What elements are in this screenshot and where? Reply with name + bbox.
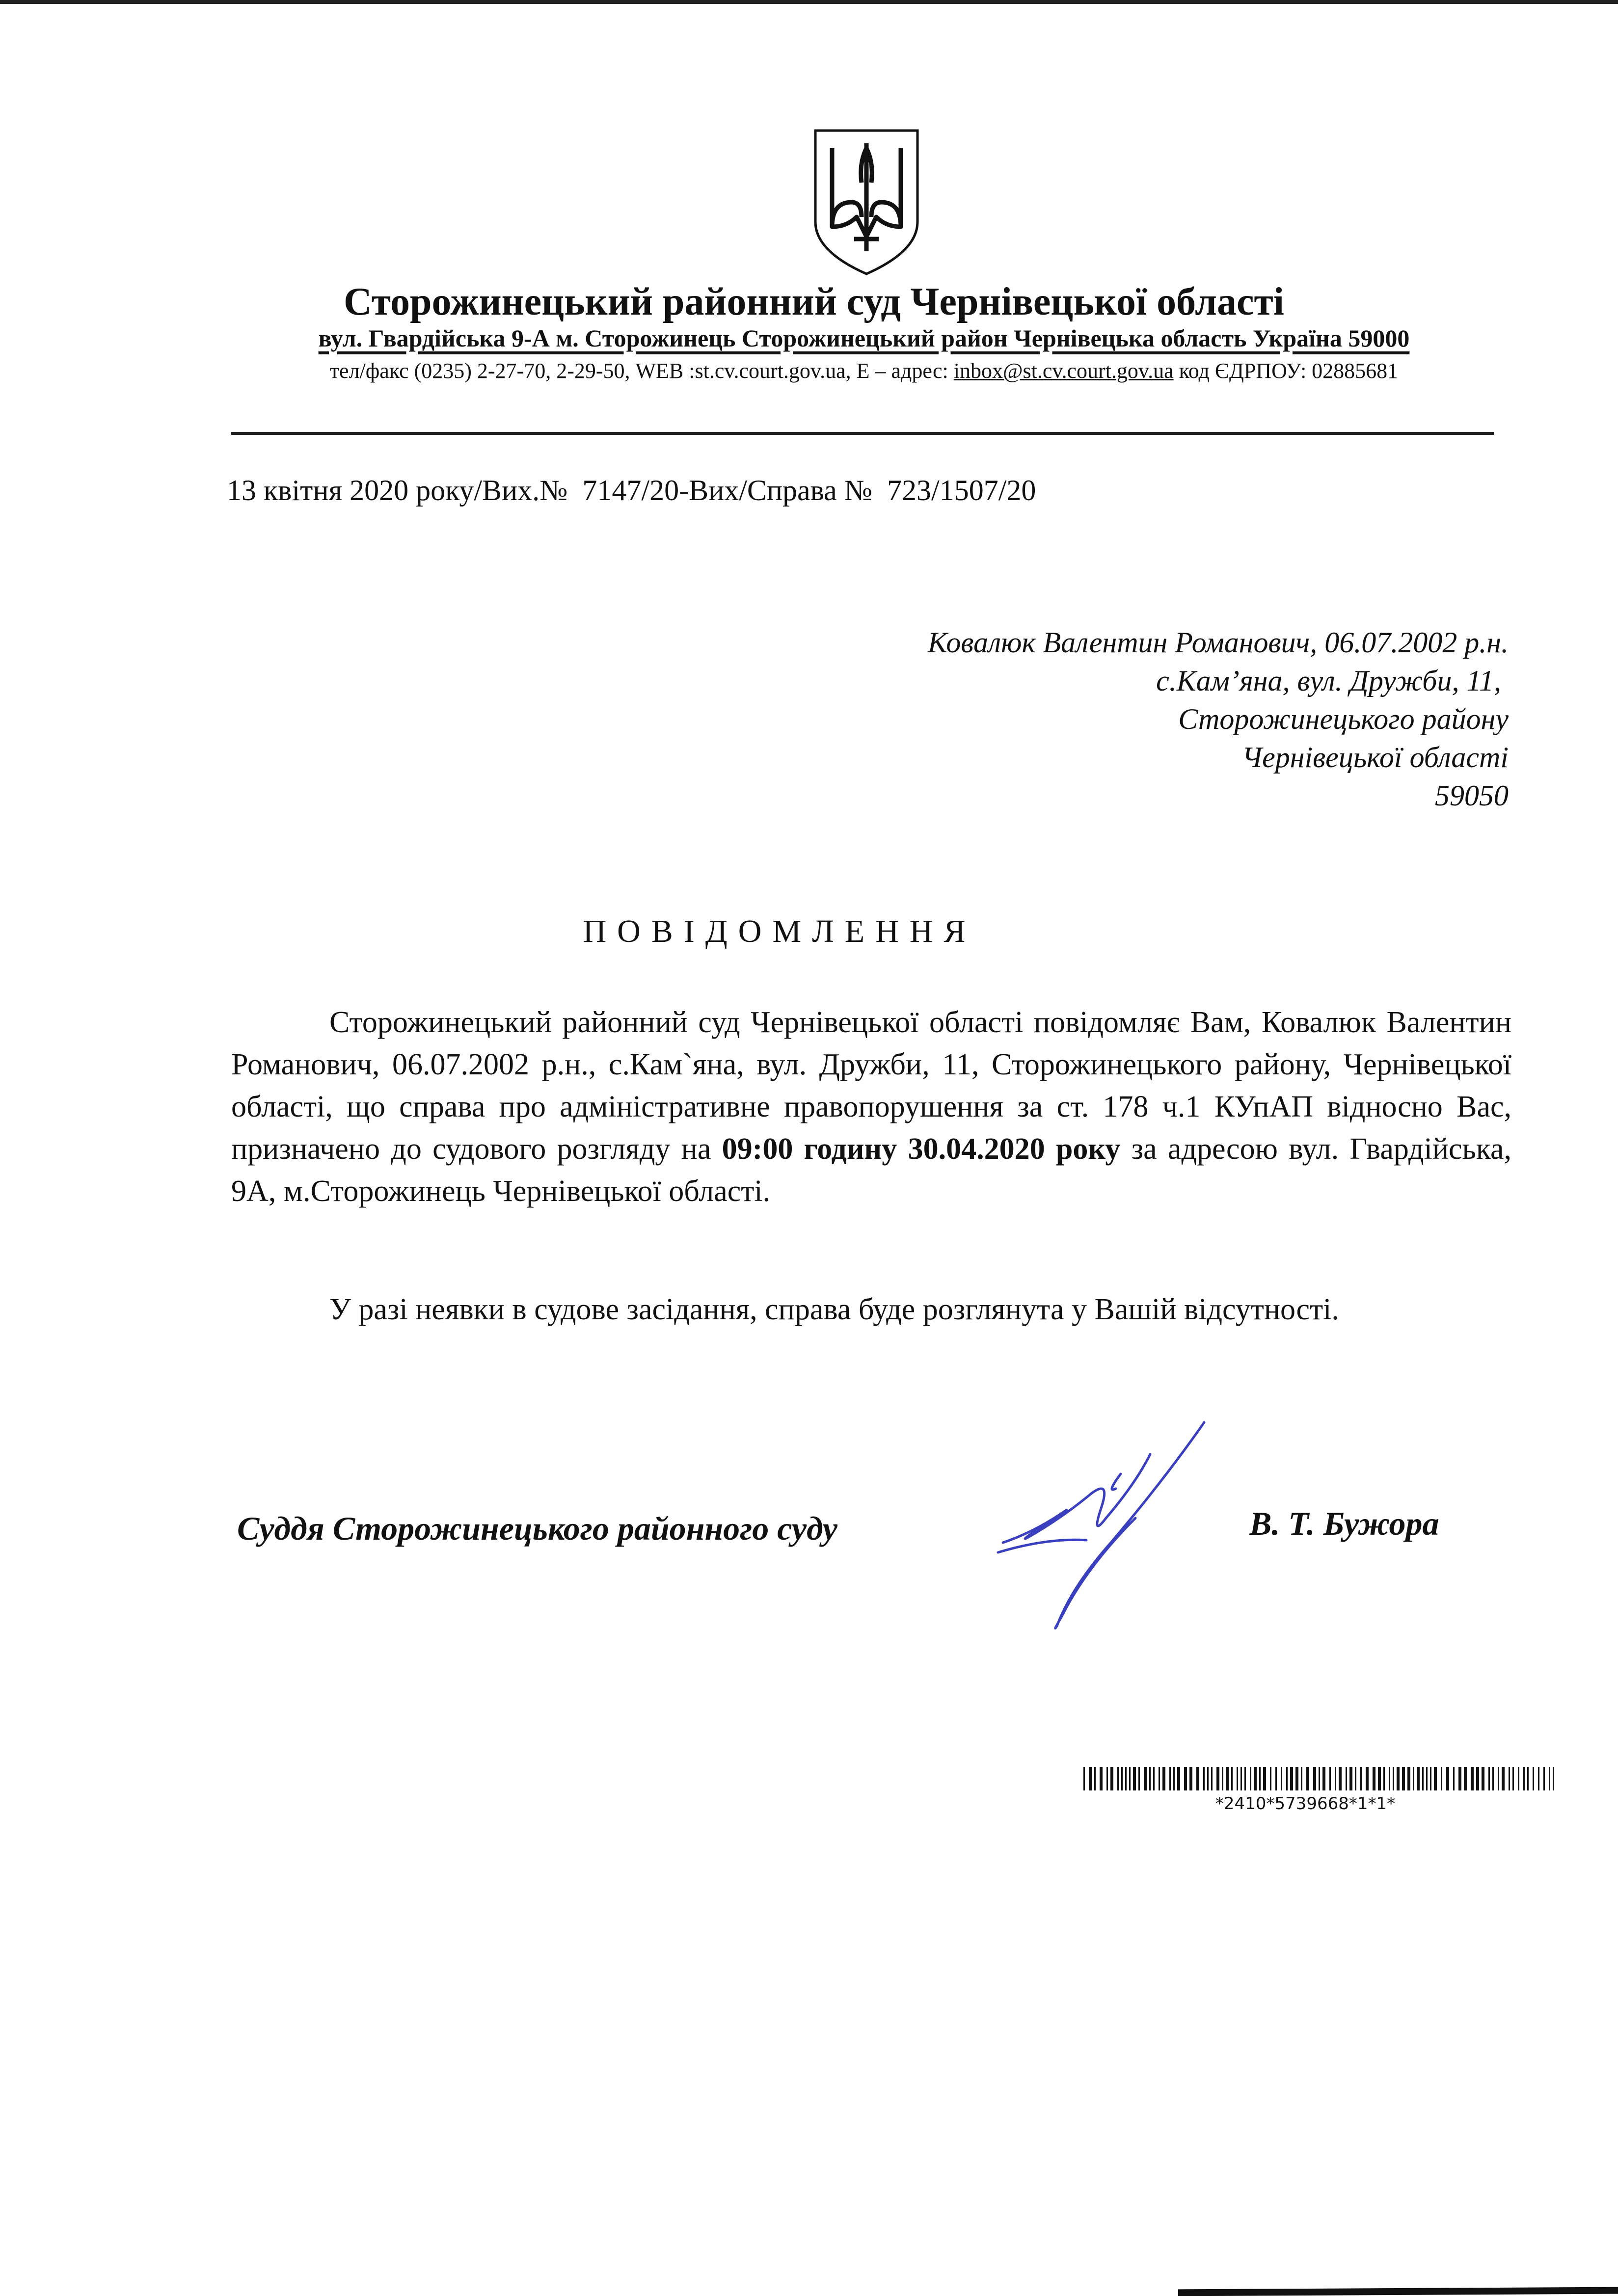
barcode-bar bbox=[1383, 1767, 1385, 1790]
barcode-bar bbox=[1162, 1767, 1165, 1790]
barcode-bar bbox=[1322, 1767, 1325, 1790]
barcode-bar bbox=[1471, 1767, 1474, 1790]
barcode-bar bbox=[1184, 1767, 1187, 1790]
barcode-bar bbox=[1106, 1767, 1108, 1790]
barcode-bar bbox=[1434, 1767, 1437, 1790]
barcode-bar bbox=[1207, 1767, 1209, 1790]
barcode-bar bbox=[1203, 1767, 1205, 1790]
addressee-line: Чернівецької області bbox=[1241, 741, 1509, 774]
barcode-bar bbox=[1100, 1767, 1103, 1790]
barcode-bar bbox=[1216, 1767, 1219, 1790]
barcode-bar bbox=[1306, 1767, 1309, 1790]
barcode-bar bbox=[1543, 1767, 1545, 1790]
barcode-bar bbox=[1549, 1767, 1550, 1790]
barcode-bar bbox=[1133, 1767, 1136, 1790]
paragraph-text: за адресою вул. Гвардійська, 9А, м.Сторожинець Чернівецької області. bbox=[231, 1132, 1511, 1208]
barcode-bar bbox=[1173, 1767, 1175, 1790]
barcode-bar bbox=[1464, 1767, 1467, 1790]
barcode-bar bbox=[1110, 1767, 1113, 1790]
barcode-bar bbox=[1263, 1767, 1266, 1790]
barcode-bar bbox=[1089, 1767, 1092, 1790]
barcode-bar bbox=[1159, 1767, 1160, 1790]
barcode-bar bbox=[1430, 1767, 1431, 1790]
edrpou-code: код ЄДРПОУ: 02885681 bbox=[1173, 359, 1399, 383]
barcode-bar bbox=[1226, 1767, 1229, 1790]
barcode-bar bbox=[1407, 1767, 1410, 1790]
court-address: вул. Гвардійська 9-А м. Сторожинець Сторожинецький район Чернівецька область Україна 59000 bbox=[318, 324, 1410, 352]
barcode-bar bbox=[1254, 1767, 1257, 1790]
barcode-bar bbox=[1237, 1767, 1238, 1790]
barcode-bar bbox=[1129, 1767, 1131, 1790]
contact-phones-web: тел/факс (0235) 2-27-70, 2-29-50, WEB :st.cv.court.gov.ua, E – адрес: bbox=[329, 359, 954, 383]
barcode-bar bbox=[1533, 1767, 1534, 1790]
barcode-bar bbox=[1518, 1767, 1519, 1790]
barcode-bar bbox=[1509, 1767, 1510, 1790]
coat-of-arms-icon bbox=[812, 129, 920, 276]
judge-name: В. Т. Бужора bbox=[1249, 1505, 1439, 1542]
barcode-bar bbox=[1144, 1767, 1147, 1790]
barcode-bar bbox=[1196, 1767, 1199, 1790]
barcode-bar bbox=[1240, 1767, 1242, 1790]
barcode-bar bbox=[1169, 1767, 1171, 1790]
barcode-bar bbox=[1413, 1767, 1414, 1790]
barcode bbox=[1083, 1767, 1557, 1790]
barcode-bar bbox=[1189, 1767, 1192, 1790]
barcode-bar bbox=[1453, 1767, 1455, 1790]
notice-heading: ПОВІДОМЛЕННЯ bbox=[583, 913, 976, 949]
barcode-bar bbox=[1222, 1767, 1223, 1790]
barcode-bar bbox=[1329, 1767, 1331, 1790]
barcode-bar bbox=[1138, 1767, 1140, 1790]
email-link[interactable]: inbox@st.cv.court.gov.ua bbox=[953, 359, 1174, 383]
addressee-line: 59050 bbox=[1435, 779, 1509, 812]
handwritten-signature bbox=[988, 1420, 1209, 1633]
barcode-bar bbox=[1270, 1767, 1271, 1790]
barcode-bar bbox=[1373, 1767, 1375, 1790]
barcode-bar bbox=[1083, 1767, 1085, 1790]
barcode-bar bbox=[1446, 1767, 1449, 1790]
scan-edge-top bbox=[0, 0, 1618, 4]
barcode-bar bbox=[1231, 1767, 1233, 1790]
barcode-bar bbox=[1250, 1767, 1251, 1790]
barcode-bar bbox=[1393, 1767, 1394, 1790]
barcode-bar bbox=[1488, 1767, 1490, 1790]
barcode-bar bbox=[1441, 1767, 1442, 1790]
barcode-bar bbox=[1458, 1767, 1461, 1790]
barcode-bar bbox=[1211, 1767, 1213, 1790]
addressee-line: с.Кам’яна, вул. Дружби, 11, bbox=[1156, 665, 1509, 697]
barcode-bar bbox=[1153, 1767, 1155, 1790]
barcode-bar bbox=[1492, 1767, 1494, 1790]
barcode-bar bbox=[1319, 1767, 1320, 1790]
barcode-bar bbox=[1349, 1767, 1352, 1790]
scan-edge-bottom bbox=[1178, 2287, 1618, 2296]
court-contacts bbox=[245, 358, 1483, 383]
barcode-bar bbox=[1286, 1767, 1288, 1790]
barcode-bar bbox=[1553, 1767, 1554, 1790]
barcode-bar bbox=[1397, 1767, 1400, 1790]
barcode-bar bbox=[1502, 1767, 1505, 1790]
barcode-bar bbox=[1426, 1767, 1428, 1790]
barcode-bar bbox=[1422, 1767, 1424, 1790]
addressee-line: Сторожинецького району bbox=[1178, 703, 1509, 735]
header-divider bbox=[231, 432, 1494, 435]
barcode-bar bbox=[1149, 1767, 1151, 1790]
barcode-bar bbox=[1281, 1767, 1282, 1790]
barcode-bar bbox=[1355, 1767, 1356, 1790]
barcode-bar bbox=[1094, 1767, 1096, 1790]
barcode-bar bbox=[1389, 1767, 1390, 1790]
court-name: Сторожинецький районний суд Чернівецької області bbox=[343, 280, 1284, 323]
barcode-bar bbox=[1290, 1767, 1293, 1790]
barcode-bar bbox=[1527, 1767, 1529, 1790]
reference-line: 13 квітня 2020 року/Вих.№ 7147/20-Вих/Справа № 723/1507/20 bbox=[227, 474, 1036, 507]
addressee-block bbox=[928, 623, 1509, 815]
paragraph-text: Сторожинецький районний суд Чернівецької області повідомляє Вам, Ковалюк Валентин Романович, 06.07.2002 р.н., с.Кам`яна, вул. Дружби, 11, Сторожинецького району, Чернівецької області, що справа про адміністративне правопорушення за ст. 178 ч.1 КУпАП відносно Вас, призначено до судового розгляду на bbox=[231, 1006, 1511, 1166]
barcode-bar bbox=[1523, 1767, 1525, 1790]
judge-role: Суддя Сторожинецького районного суду bbox=[237, 1510, 837, 1547]
notice-paragraph bbox=[231, 1001, 1511, 1212]
barcode-bar bbox=[1295, 1767, 1298, 1790]
barcode-bar bbox=[1259, 1767, 1261, 1790]
barcode-bar bbox=[1313, 1767, 1316, 1790]
barcode-text: *2410*5739668*1*1* bbox=[1215, 1794, 1396, 1814]
barcode-bar bbox=[1121, 1767, 1123, 1790]
absence-warning-paragraph: У разі неявки в судове засідання, справа буде розглянута у Вашій відсутності. bbox=[329, 1293, 1339, 1326]
barcode-bar bbox=[1335, 1767, 1336, 1790]
barcode-bar bbox=[1482, 1767, 1484, 1790]
addressee-line: Ковалюк Валентин Романович, 06.07.2002 р.н. bbox=[927, 626, 1509, 659]
barcode-bar bbox=[1339, 1767, 1342, 1790]
barcode-bar bbox=[1301, 1767, 1302, 1790]
barcode-bar bbox=[1402, 1767, 1405, 1790]
barcode-bar bbox=[1244, 1767, 1246, 1790]
barcode-bar bbox=[1512, 1767, 1514, 1790]
barcode-bar bbox=[1117, 1767, 1119, 1790]
barcode-bar bbox=[1366, 1767, 1369, 1790]
hearing-datetime: 09:00 годину 30.04.2020 року bbox=[722, 1132, 1121, 1166]
barcode-bar bbox=[1417, 1767, 1420, 1790]
barcode-bar bbox=[1177, 1767, 1180, 1790]
barcode-bar bbox=[1498, 1767, 1499, 1790]
barcode-bar bbox=[1346, 1767, 1347, 1790]
barcode-bar bbox=[1538, 1767, 1539, 1790]
barcode-bar bbox=[1275, 1767, 1277, 1790]
barcode-bar bbox=[1378, 1767, 1381, 1790]
barcode-bar bbox=[1360, 1767, 1362, 1790]
barcode-bar bbox=[1476, 1767, 1479, 1790]
barcode-bar bbox=[1125, 1767, 1127, 1790]
